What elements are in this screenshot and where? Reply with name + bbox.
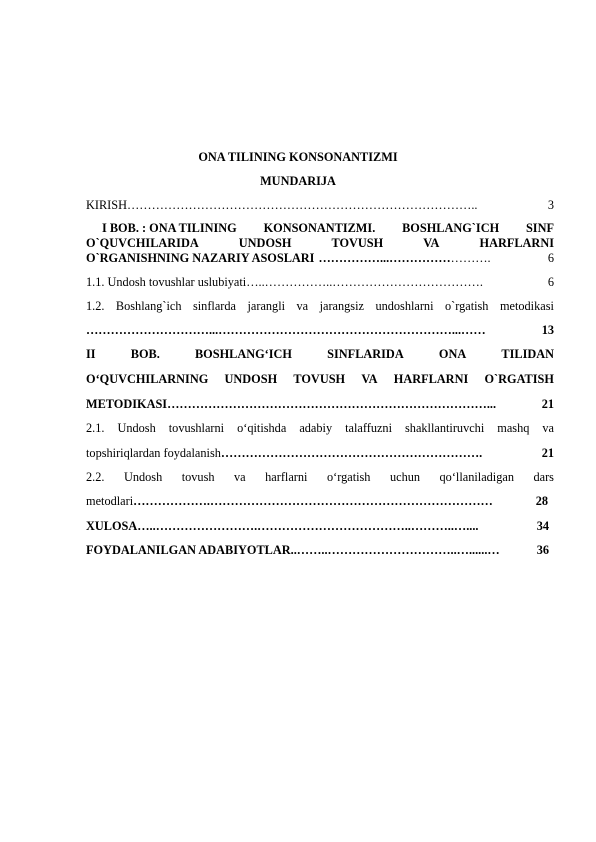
toc-word: Undosh [117, 421, 156, 435]
toc-entry-title: O`RGANISHNING NAZARIY ASOSLARI [86, 251, 315, 265]
toc-entry-bob1-line1[interactable] [102, 221, 554, 235]
toc-word: KONSONANTIZMI. [263, 221, 376, 235]
toc-heading: MUNDARIJA [260, 174, 336, 188]
toc-word: o‘rgatish [326, 470, 371, 484]
toc-word: VA [423, 236, 440, 250]
toc-word: UNDOSH [224, 372, 278, 386]
toc-leader-dots: ……………………………………………………………………... [167, 397, 497, 411]
toc-entry-title: XULOSA [86, 519, 138, 533]
toc-entry-title: metodlari [86, 494, 134, 508]
toc-word: dars [533, 470, 554, 484]
toc-word: O‘QUVCHILARNING [86, 372, 209, 386]
toc-page-number: 6 [547, 251, 554, 265]
toc-word: o‘qitishda [237, 421, 287, 435]
toc-entry-title: 1.1. Undosh tovushlar uslubiyati [86, 275, 247, 289]
toc-page-number: 21 [541, 446, 554, 460]
toc-word: shakllantiruvchi [405, 421, 485, 435]
toc-entry-2-2-line1[interactable] [86, 470, 554, 484]
toc-word: 2.1. [86, 421, 105, 435]
toc-word: jarangli [247, 299, 286, 313]
toc-word: BOSHLANG‘ICH [194, 347, 292, 361]
toc-leader-dots: ………………………………………………………………………….. [127, 198, 478, 212]
toc-page-number: 28 [535, 494, 548, 508]
toc-word: va [542, 421, 554, 435]
toc-word: mashq [497, 421, 530, 435]
toc-entry-foydalanilgan-adabiyotlar[interactable] [86, 543, 549, 557]
toc-word: va [234, 470, 246, 484]
toc-leader-dots: ..……..…………………………..…......… [290, 543, 500, 557]
toc-word: uchun [389, 470, 421, 484]
toc-entry-title: topshiriqlardan foydalanish [86, 446, 221, 460]
toc-word: jarangsiz [319, 299, 364, 313]
toc-word: BOB. [130, 347, 160, 361]
toc-page-number: 36 [536, 543, 549, 557]
toc-word: tovushlarni [168, 421, 225, 435]
toc-word: O`RGATISH [484, 372, 554, 386]
toc-word: TOVUSH [293, 372, 346, 386]
toc-word: metodikasi [499, 299, 554, 313]
toc-word: O`QUVCHILARIDA [86, 236, 199, 250]
toc-entry-1-2-line1[interactable] [86, 299, 554, 313]
toc-word: HARFLARNI [479, 236, 554, 250]
document-title: ONA TILINING KONSONANTIZMI [198, 150, 398, 164]
toc-word: qo‘llaniladigan [439, 470, 514, 484]
toc-word: o`rgatish [444, 299, 489, 313]
toc-word: UNDOSH [238, 236, 292, 250]
toc-entry-bob2-line3[interactable] [86, 397, 554, 411]
toc-entry-bob1-line2[interactable] [86, 236, 554, 250]
toc-page-number: 6 [547, 275, 554, 289]
toc-entry-title: KIRISH [86, 198, 127, 212]
toc-word: va [296, 299, 309, 313]
toc-word: II [86, 347, 96, 361]
toc-word: undoshlarni [375, 299, 434, 313]
toc-word: TOVUSH [331, 236, 384, 250]
toc-word: Undosh [123, 470, 163, 484]
toc-entry-1-1[interactable] [86, 275, 554, 289]
toc-word: tovush [181, 470, 215, 484]
toc-word: BOSHLANG`ICH [402, 221, 500, 235]
toc-entry-2-1-line2[interactable] [86, 446, 554, 460]
toc-entry-bob2-line1[interactable] [86, 347, 554, 361]
toc-leader-dots: …..…………………….………………………………..………..….... [137, 519, 479, 533]
toc-word: Boshlang`ich [115, 299, 182, 313]
toc-leader-dots: ………………………………………………………. [220, 446, 483, 460]
toc-word: HARFLARNI [393, 372, 469, 386]
toc-word: talaffuzni [345, 421, 392, 435]
toc-leader-dots: ……………...…………… [318, 251, 451, 265]
toc-word: SINFLARIDA [327, 347, 404, 361]
toc-entry-2-1-line1[interactable] [86, 421, 554, 435]
toc-entry-title: FOYDALANILGAN ADABIYOTLAR [86, 543, 291, 557]
toc-entry-xulosa[interactable] [86, 519, 549, 533]
toc-page-number: 3 [547, 198, 554, 212]
toc-word: SINF [525, 221, 554, 235]
toc-leader-dots: …..……………..………………………………. [246, 275, 483, 289]
toc-page-number: 34 [536, 519, 549, 533]
toc-word: 2.2. [86, 470, 105, 484]
toc-leader-dots: ………. [450, 251, 491, 265]
toc-word: adabiy [299, 421, 333, 435]
toc-word: VA [361, 372, 378, 386]
toc-word: TILIDAN [501, 347, 554, 361]
toc-word: sinflarda [192, 299, 236, 313]
toc-leader-dots: …………………………...…………………………………………………...…… [86, 323, 486, 337]
toc-word: I BOB. : ONA TILINING [102, 221, 237, 235]
toc-entry-bob1-line3[interactable] [86, 251, 554, 265]
toc-entry-2-2-line2[interactable] [86, 494, 548, 508]
toc-entry-1-2-line2[interactable] [86, 323, 554, 337]
toc-word: ONA [438, 347, 467, 361]
toc-entry-bob2-line2[interactable] [86, 372, 554, 386]
toc-page-number: 21 [541, 397, 554, 411]
toc-leader-dots: ……………….…………………………………………………………… [133, 494, 493, 508]
toc-entry-title: METODIKASI [86, 397, 168, 411]
toc-word: 1.2. [86, 299, 105, 313]
toc-entry-kirish[interactable] [86, 198, 554, 212]
toc-word: harflarni [265, 470, 308, 484]
toc-page-number: 13 [541, 323, 554, 337]
